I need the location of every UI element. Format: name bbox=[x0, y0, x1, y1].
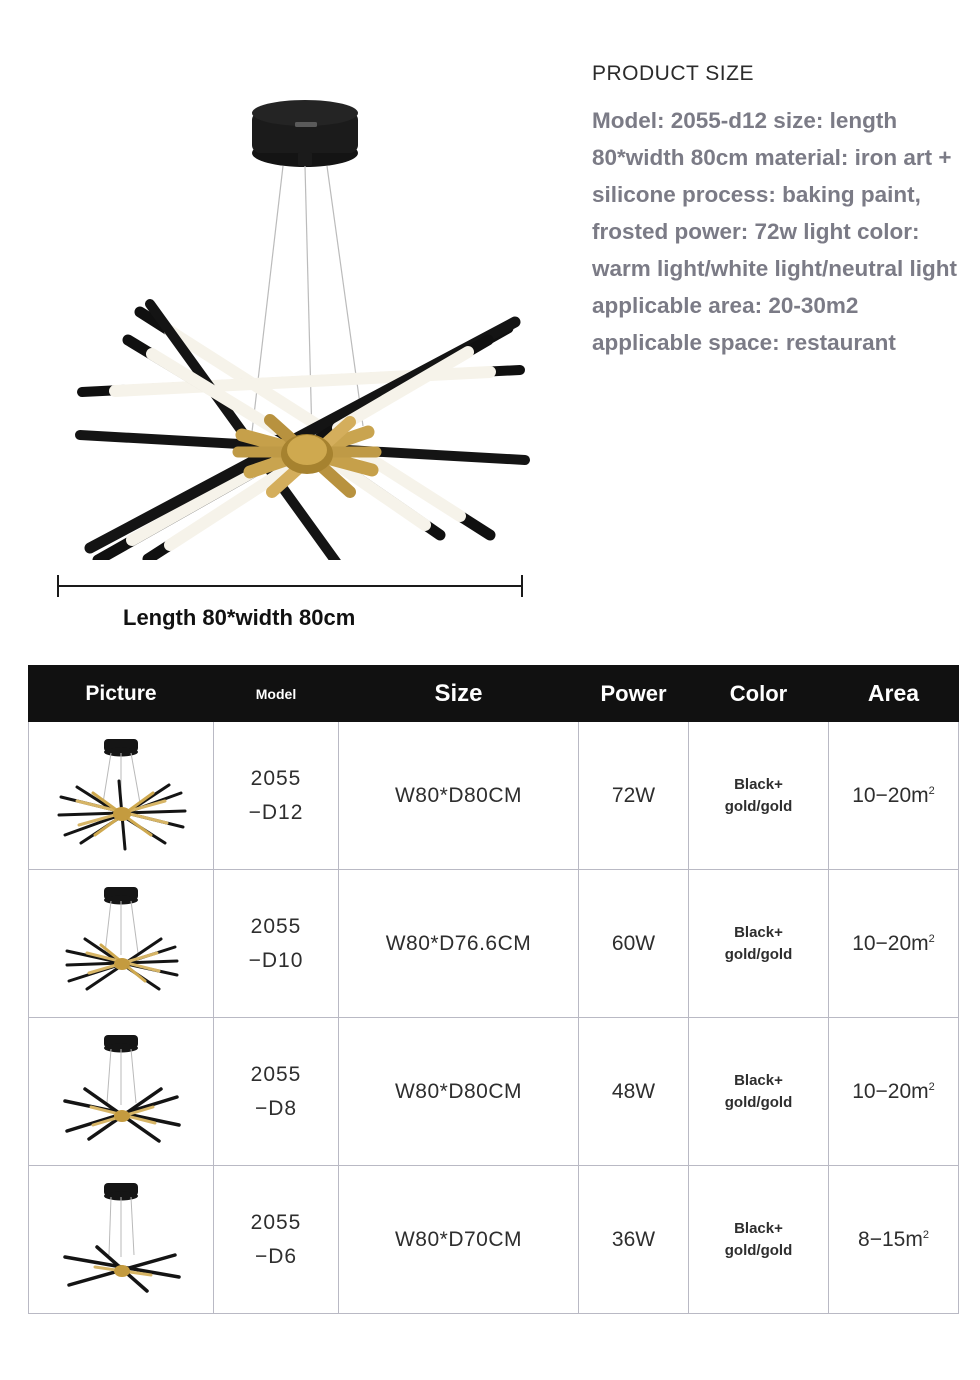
area-value: 10−20 bbox=[852, 931, 912, 955]
row-model-cell bbox=[214, 722, 339, 870]
column-header-area: Area bbox=[829, 666, 959, 722]
color-line-2: gold/gold bbox=[724, 1093, 793, 1111]
product-size-block bbox=[592, 62, 964, 361]
row-color-cell bbox=[689, 870, 829, 1018]
row-area-cell bbox=[829, 870, 959, 1018]
row-color-cell bbox=[689, 722, 829, 870]
area-unit: m bbox=[905, 1227, 923, 1251]
hero-section bbox=[0, 0, 980, 650]
model-line-2: −D6 bbox=[254, 1244, 298, 1268]
model-line-2: −D12 bbox=[248, 800, 304, 824]
area-unit: m bbox=[911, 1079, 929, 1103]
row-power-cell: 60W bbox=[579, 870, 689, 1018]
model-line-1: 2055 bbox=[250, 766, 302, 790]
area-superscript: 2 bbox=[928, 932, 935, 945]
area-unit: m bbox=[911, 931, 929, 955]
color-line-2: gold/gold bbox=[724, 945, 793, 963]
row-size-cell: W80*D70CM bbox=[339, 1166, 579, 1314]
color-line-1: Black+ bbox=[734, 923, 783, 941]
row-thumbnail-cell bbox=[29, 870, 214, 1018]
specification-table-wrapper bbox=[28, 665, 958, 1314]
dimension-line bbox=[55, 575, 525, 597]
area-value: 10−20 bbox=[852, 783, 912, 807]
row-thumbnail-cell bbox=[29, 1018, 214, 1166]
column-header-picture: Picture bbox=[29, 666, 214, 722]
product-size-title: PRODUCT SIZE bbox=[592, 62, 754, 85]
chandelier-thumbnail-icon bbox=[41, 731, 201, 861]
color-line-1: Black+ bbox=[734, 775, 783, 793]
row-model-cell bbox=[214, 1018, 339, 1166]
column-header-power: Power bbox=[579, 666, 689, 722]
row-model-cell bbox=[214, 870, 339, 1018]
row-power-cell: 72W bbox=[579, 722, 689, 870]
row-size-cell: W80*D80CM bbox=[339, 1018, 579, 1166]
table-row bbox=[29, 722, 959, 870]
table-header-row bbox=[29, 666, 959, 722]
row-power-cell: 36W bbox=[579, 1166, 689, 1314]
area-unit: m bbox=[911, 783, 929, 807]
color-line-1: Black+ bbox=[734, 1071, 783, 1089]
dimension-bar bbox=[58, 585, 522, 587]
area-value: 10−20 bbox=[852, 1079, 912, 1103]
row-color-cell bbox=[689, 1018, 829, 1166]
table-row bbox=[29, 1166, 959, 1314]
row-thumbnail-cell bbox=[29, 722, 214, 870]
column-header-size: Size bbox=[339, 666, 579, 722]
row-area-cell bbox=[829, 1166, 959, 1314]
color-line-2: gold/gold bbox=[724, 797, 793, 815]
row-size-cell: W80*D76.6CM bbox=[339, 870, 579, 1018]
area-superscript: 2 bbox=[922, 1228, 929, 1241]
column-header-model: Model bbox=[214, 666, 339, 722]
area-superscript: 2 bbox=[928, 784, 935, 797]
product-size-description: Model: 2055-d12 size: length 80*width 80cm material: iron art + silicone process: baking paint, frosted power: 72w light color: warm light/white light/neutral light applicable area: 20-30m2 applicable space: restaurant bbox=[592, 108, 957, 355]
model-line-2: −D8 bbox=[254, 1096, 298, 1120]
column-header-color: Color bbox=[689, 666, 829, 722]
table-row bbox=[29, 870, 959, 1018]
model-line-1: 2055 bbox=[250, 1062, 302, 1086]
chandelier-thumbnail-icon bbox=[41, 1027, 201, 1157]
color-line-1: Black+ bbox=[734, 1219, 783, 1237]
row-thumbnail-cell bbox=[29, 1166, 214, 1314]
area-superscript: 2 bbox=[928, 1080, 935, 1093]
chandelier-thumbnail-icon bbox=[41, 1175, 201, 1305]
table-row bbox=[29, 1018, 959, 1166]
model-line-1: 2055 bbox=[250, 914, 302, 938]
dimension-label: Length 80*width 80cm bbox=[123, 605, 356, 630]
row-size-cell: W80*D80CM bbox=[339, 722, 579, 870]
model-line-2: −D10 bbox=[248, 948, 304, 972]
row-model-cell bbox=[214, 1166, 339, 1314]
chandelier-thumbnail-icon bbox=[41, 879, 201, 1009]
chandelier-hero-image bbox=[20, 40, 560, 560]
row-area-cell bbox=[829, 722, 959, 870]
row-area-cell bbox=[829, 1018, 959, 1166]
model-line-1: 2055 bbox=[250, 1210, 302, 1234]
dimension-indicator bbox=[55, 575, 525, 631]
area-value: 8−15 bbox=[858, 1227, 906, 1251]
color-line-2: gold/gold bbox=[724, 1241, 793, 1259]
row-power-cell: 48W bbox=[579, 1018, 689, 1166]
dimension-cap-right bbox=[521, 575, 523, 597]
row-color-cell bbox=[689, 1166, 829, 1314]
specification-table bbox=[28, 665, 959, 1314]
